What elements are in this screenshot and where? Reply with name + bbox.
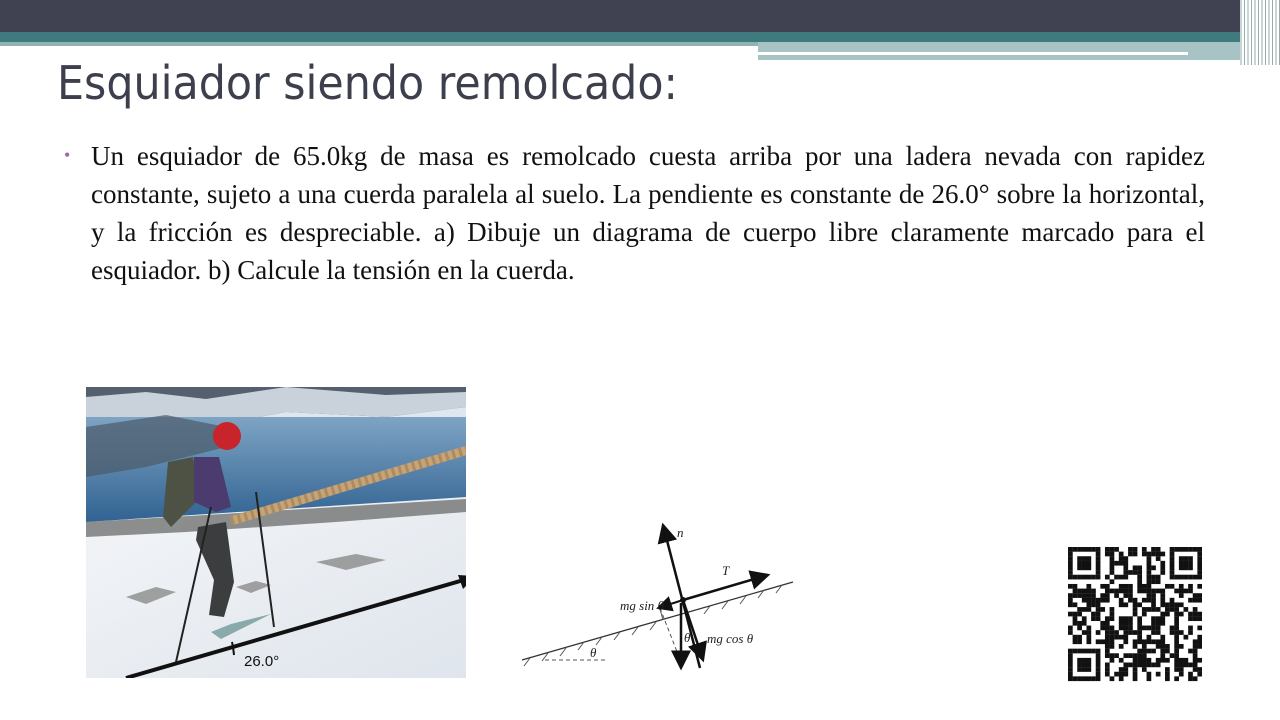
mg-cos-label: mg cos θ: [707, 631, 754, 646]
top-bar: [0, 0, 1280, 32]
bullet-icon: •: [64, 145, 71, 165]
angle-label: 26.0°: [244, 653, 280, 670]
accent-band: [0, 32, 1280, 42]
accent-line: [758, 52, 1188, 55]
accent-line: [758, 42, 1248, 60]
tension-label: T: [722, 563, 730, 578]
theta-label: θ: [590, 645, 597, 660]
normal-force-label: n: [677, 525, 684, 540]
accent-line: [0, 42, 758, 46]
decorative-lines: [1240, 0, 1280, 65]
qr-code: [1068, 546, 1202, 682]
theta-label: θ: [684, 630, 691, 645]
accent-line: [1030, 60, 1248, 63]
free-body-diagram: [510, 520, 800, 680]
problem-text: Un esquiador de 65.0kg de masa es remolcado cuesta arriba por una ladera nevada con rapidez constante, sujeto a una cuerda paralela al suelo. La pendiente es constante de 26.0° sobre la horizontal, y la fricción es despreciable. a) Dibuje un diagrama de cuerpo libre claramente marcado para el esquiador. b) Calcule la tensión en la cuerda.: [91, 141, 1205, 285]
slide-title: Esquiador siendo remolcado:: [57, 56, 678, 110]
skier-photo: [86, 387, 466, 678]
mg-sin-label: mg sin θ: [620, 598, 664, 613]
